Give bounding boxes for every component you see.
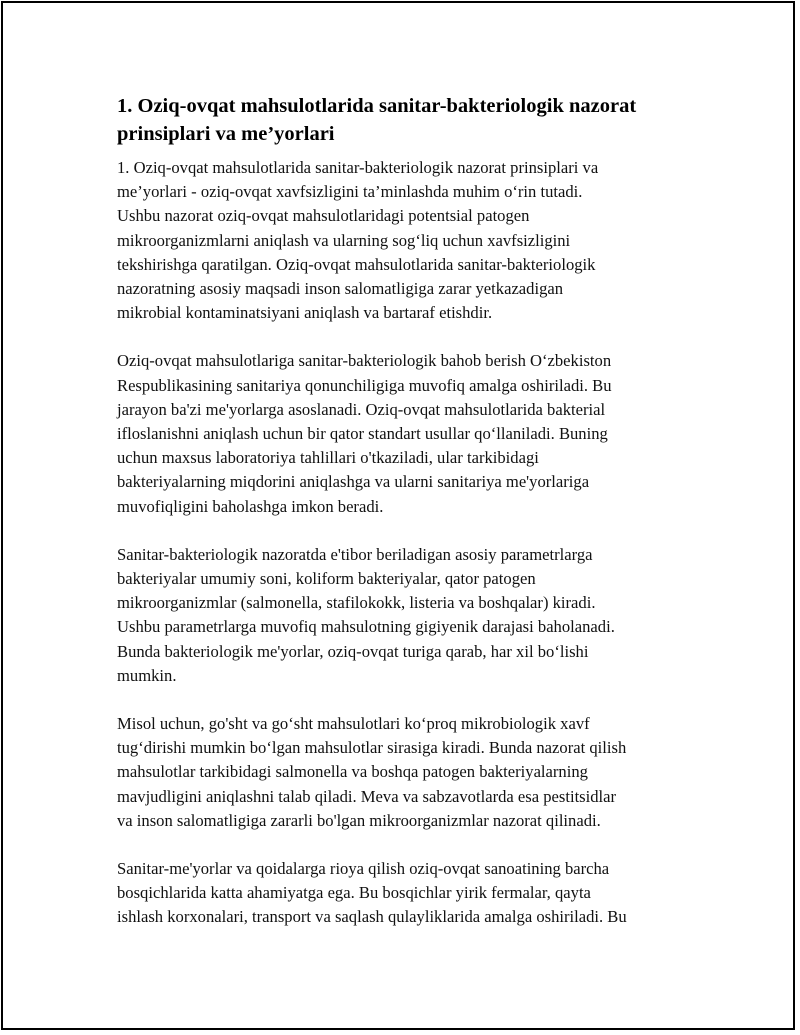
document-title: 1. Oziq-ovqat mahsulotlarida sanitar-bakteriologik nazorat prinsiplari va me’yorlari [117,95,637,145]
paragraph-3: Sanitar-bakteriologik nazoratda e'tibor beriladigan asosiy parametrlarga bakteriyalar umumiy soni, koliform bakteriyalar, qator patogen mikroorganizmlar (salmonella, stafilokokk, listeria va boshqalar) kiradi. Ushbu parametrlarga muvofiq mahsulotning gigiyenik darajasi baholanadi. Bunda bakteriologik me'yorlar, oziq-ovqat turiga qarab, har xil boʻlishi mumkin. [117,544,615,685]
paragraph-1: 1. Oziq-ovqat mahsulotlarida sanitar-bakteriologik nazorat prinsiplari va me’yorlari - oziq-ovqat xavfsizligini ta’minlashda muhim oʻrin tutadi. Ushbu nazorat oziq-ovqat mahsulotlaridagi potentsial patogen mikroorganizmlarni aniqlash va ularning sogʻliq uchun xavfsizligini tekshirishga qaratilgan. Oziq-ovqat mahsulotlarida sanitar-bakteriologik nazoratning asosiy maqsadi inson salomatligiga zarar yetkazadigan mikrobial kontaminatsiyani aniqlash va bartaraf etishdir. [117,158,599,323]
paragraph-5: Sanitar-me'yorlar va qoidalarga rioya qilish oziq-ovqat sanoatining barcha bosqichlarida katta ahamiyatga ega. Bu bosqichlar yirik fermalar, qayta ishlash korxonalari, transport va saqlash qulayliklarida amalga oshiriladi. Bu [117,859,627,927]
paragraph-2: Oziq-ovqat mahsulotlariga sanitar-bakteriologik bahob berish Oʻzbekiston Respublikasining sanitariya qonunchiligiga muvofiq amalga oshiriladi. Bu jarayon ba'zi me'yorlarga asoslanadi. Oziq-ovqat mahsulotlarida bakterial ifloslanishni aniqlash uchun bir qator standart usullar qoʻllaniladi. Buning uchun maxsus laboratoriya tahlillari o'tkaziladi, ular tarkibidagi bakteriyalarning miqdorini aniqlashga va ularni sanitariya me'yorlariga muvofiqligini baholashga imkon beradi. [117,351,612,516]
document-body [117,92,683,954]
paragraph-4: Misol uchun, go'sht va goʻsht mahsulotlari koʻproq mikrobiologik xavf tugʻdirishi mumkin boʻlgan mahsulotlar sirasiga kiradi. Bunda nazorat qilish mahsulotlar tarkibidagi salmonella va boshqa patogen bakteriyalarning mavjudligini aniqlashni talab qiladi. Meva va sabzavotlarda esa pestitsidlar va inson salomatligiga zararli bo'lgan mikroorganizmlar nazorat qilinadi. [117,714,627,830]
